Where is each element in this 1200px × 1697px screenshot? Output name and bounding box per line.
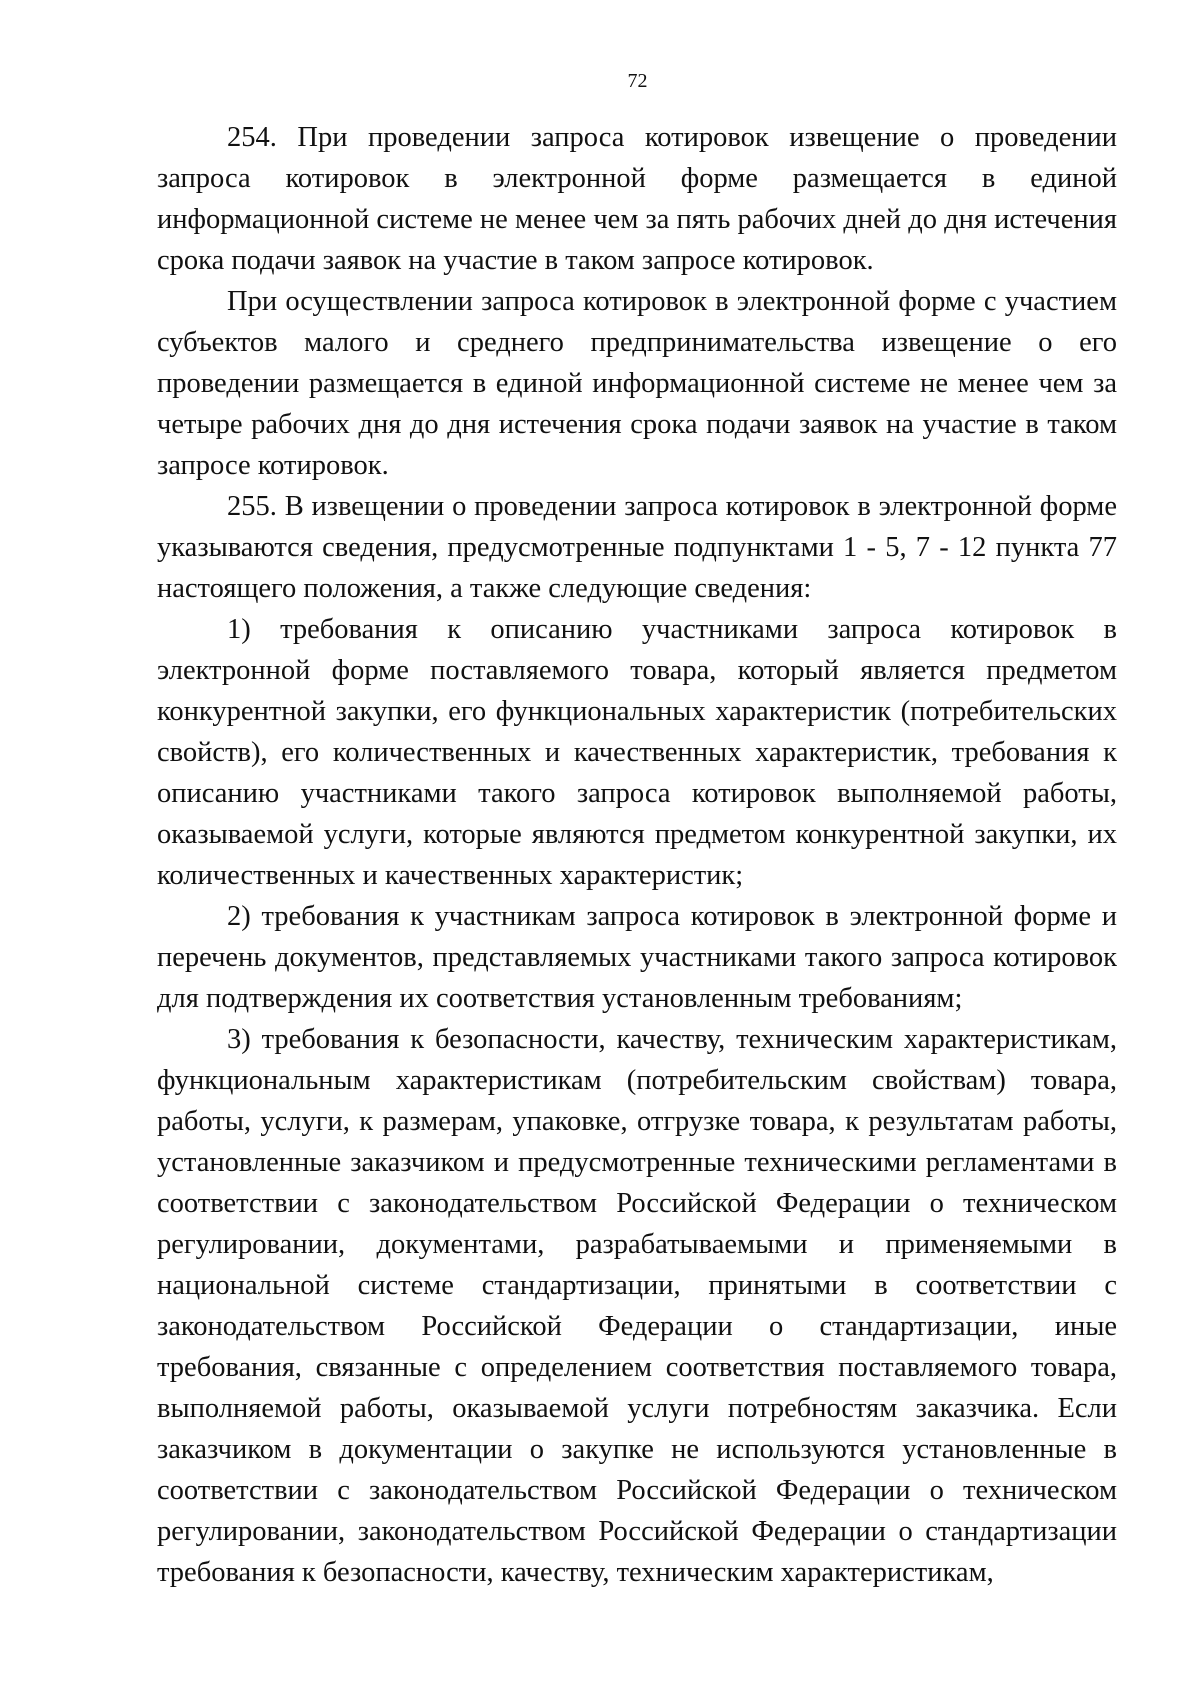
list-item-3: 3) требования к безопасности, качеству, техническим характеристикам, функциональным характеристикам (потребительским свойствам) товара, работы, услуги, к размерам, упаковке, отгрузке товара, к результатам работы, установленные заказчиком и предусмотренные техническими регламентами в соответствии с законодательством Российской Федерации о техническом регулировании, документами, разрабатываемыми и применяемыми в национальной системе стандартизации, принятыми в соответствии с законодательством Российской Федерации о стандартизации, иные требования, связанные с определением соответствия поставляемого товара, выполняемой работы, оказываемой услуги потребностям заказчика. Если заказчиком в документации о закупке не используются установленные в соответствии с законодательством Российской Федерации о техническом регулировании, законодательством Российской Федерации о стандартизации требования к безопасности, качеству, техническим характеристикам,: [157, 1024, 1117, 1588]
list-item-2: 2) требования к участникам запроса котировок в электронной форме и перечень документов, представляемых участниками такого запроса котировок для подтверждения их соответствия установленным требованиям;: [157, 901, 1117, 1014]
paragraph-255: 255. В извещении о проведении запроса котировок в электронной форме указываются сведения, предусмотренные подпунктами 1 - 5, 7 - 12 пункта 77 настоящего положения, а также следующие сведения:: [157, 491, 1117, 604]
page-number: 72: [627, 70, 648, 92]
document-body: [157, 117, 1117, 1593]
paragraph-254: 254. При проведении запроса котировок извещение о проведении запроса котировок в электронной форме размещается в единой информационной системе не менее чем за пять рабочих дней до дня истечения срока подачи заявок на участие в таком запросе котировок.: [157, 122, 1117, 276]
paragraph-sme-quotation: При осуществлении запроса котировок в электронной форме с участием субъектов малого и среднего предпринимательства извещение о его проведении размещается в единой информационной системе не менее чем за четыре рабочих дня до дня истечения срока подачи заявок на участие в таком запросе котировок.: [157, 286, 1117, 481]
list-item-1: 1) требования к описанию участниками запроса котировок в электронной форме поставляемого товара, который является предметом конкурентной закупки, его функциональных характеристик (потребительских свойств), его количественных и качественных характеристик, требования к описанию участниками такого запроса котировок выполняемой работы, оказываемой услуги, которые являются предметом конкурентной закупки, их количественных и качественных характеристик;: [157, 614, 1117, 891]
